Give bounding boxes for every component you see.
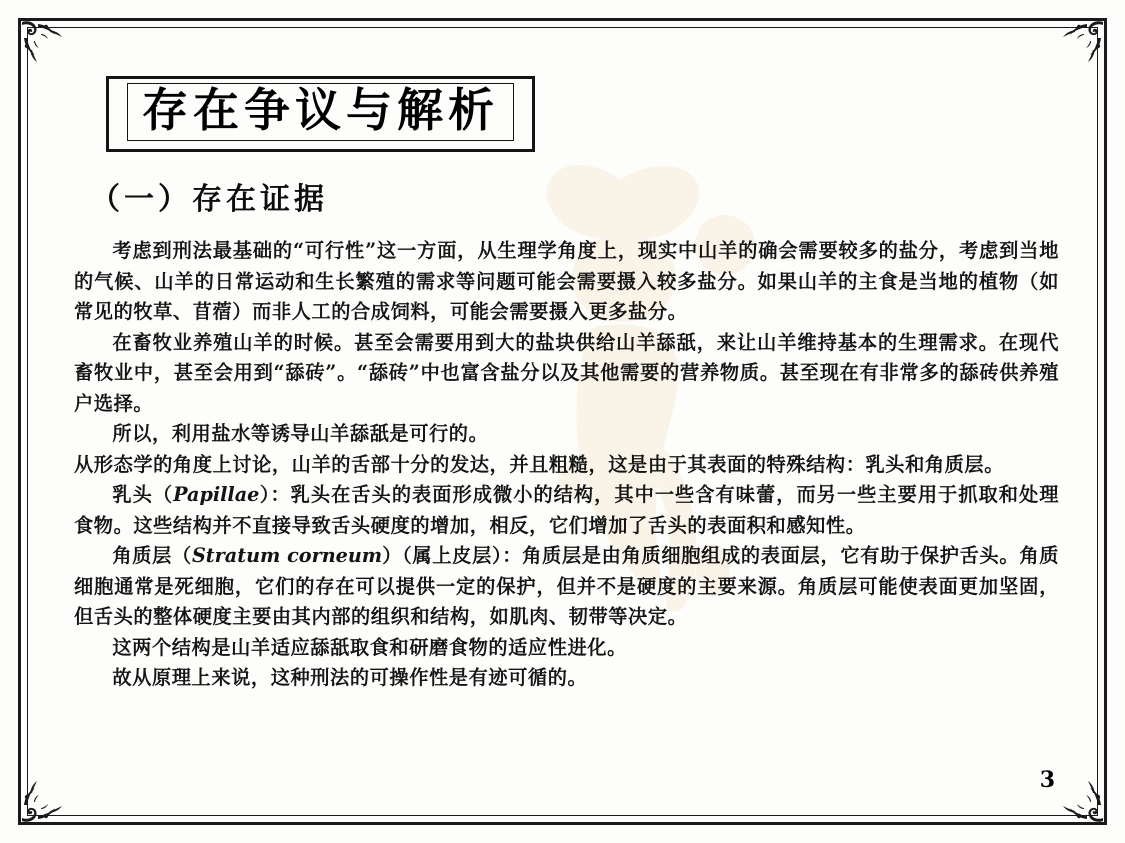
paragraph-4: 从形态学的角度上讨论，山羊的舌部十分的发达，并且粗糙，这是由于其表面的特殊结构：乳头和角质层。	[74, 452, 1005, 476]
paragraph-3: 所以，利用盐水等诱导山羊舔舐是可行的。	[112, 422, 489, 445]
paragraph-7: 这两个结构是山羊适应舔舐取食和研磨食物的适应性进化。	[112, 635, 627, 659]
paragraph-6: 角质层（Stratum corneum）（属上皮层）：角质层是由角质细胞组成的表面层，它有助于保护舌头。角质细胞通常是死细胞，它们的存在可以提供一定的保护，但并不是硬度的主要来源。角质层可能使表面更加坚固，但舌头的整体硬度主要由其内部的组织和结构，如肌肉、韧带等决定。	[74, 544, 1059, 628]
paragraph-5: 乳头（Papillae）：乳头在舌头的表面形成微小的结构，其中一些含有味蕾，而另一些主要用于抓取和处理食物。这些结构并不直接导致舌头硬度的增加，相反，它们增加了舌头的表面积和感知性。	[74, 483, 1059, 537]
paragraph-2: 在畜牧业养殖山羊的时候。甚至会需要用到大的盐块供给山羊舔舐，来让山羊维持基本的生理需求。在现代畜牧业中，甚至会用到“舔砖”。“舔砖”中也富含盐分以及其他需要的营养物质。甚至现在有非常多的舔砖供养殖户选择。	[74, 330, 1059, 415]
paragraph-8: 故从原理上来说，这种刑法的可操作性是有迹可循的。	[112, 666, 588, 689]
paragraph-1: 考虑到刑法最基础的“可行性”这一方面，从生理学角度上，现实中山羊的确会需要较多的盐分，考虑到当地的气候、山羊的日常运动和生长繁殖的需求等问题可能会需要摄入较多盐分。如果山羊的主食是当地的植物（如常见的牧草、苜蓿）而非人工的合成饲料，可能会需要摄入更多盐分。	[74, 239, 1059, 323]
section-heading: （一）存在证据	[90, 182, 328, 217]
page-number: 3	[1039, 767, 1055, 793]
page-title: 存在争议与解析	[142, 83, 499, 137]
page-title-box	[106, 76, 535, 152]
document-body	[74, 236, 1059, 694]
